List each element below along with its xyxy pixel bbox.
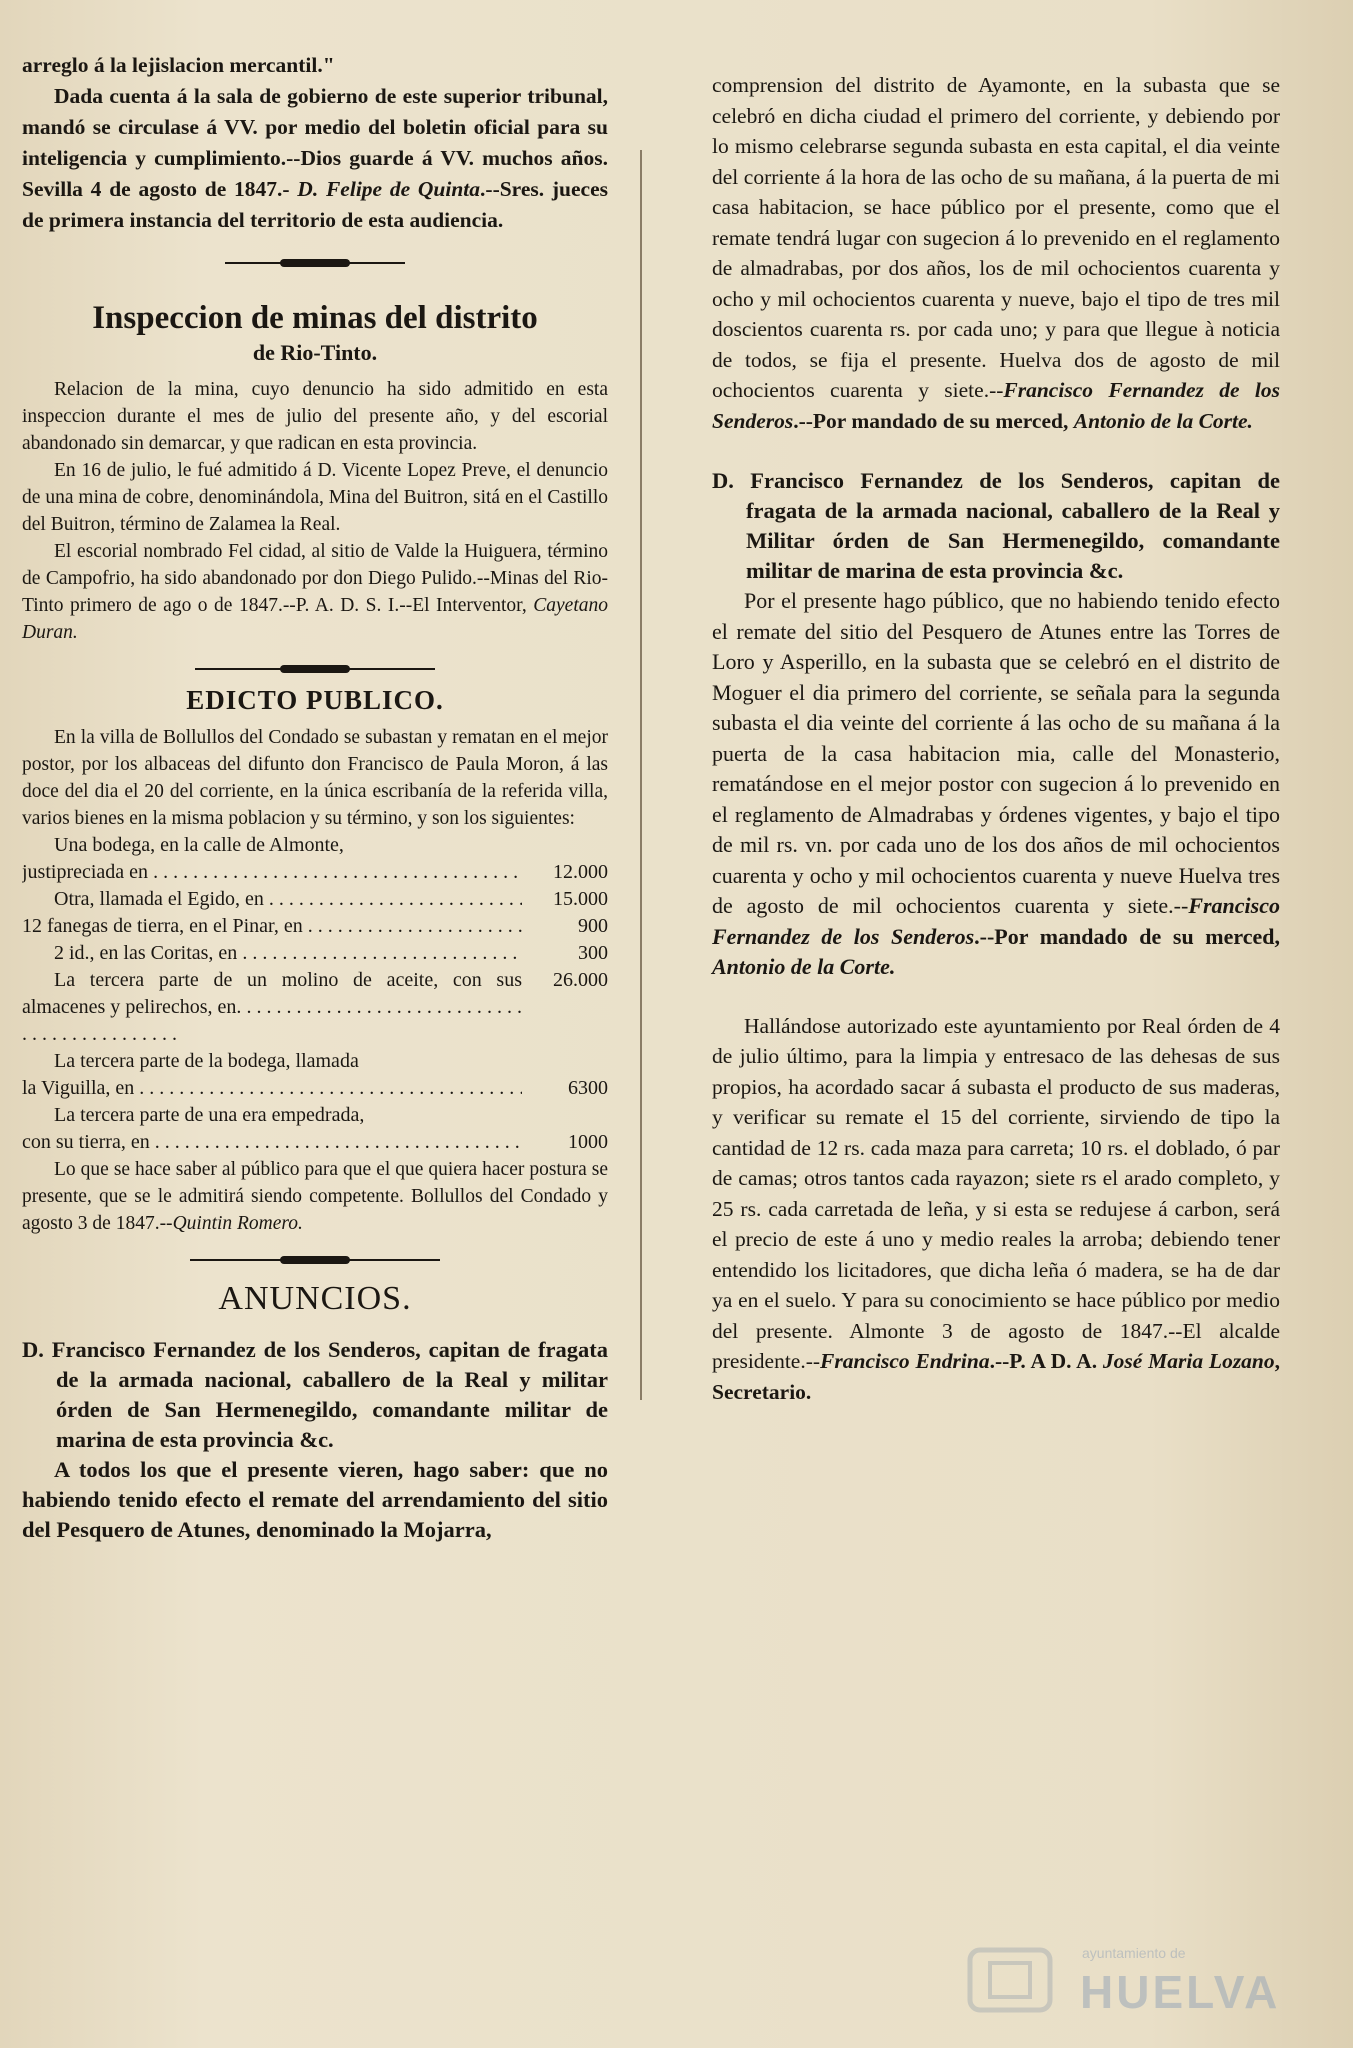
second-signer: Francisco Fernandez de los Senderos [712,893,1280,949]
list-value: 15.000 [553,888,608,910]
list-item: con su tierra, en . . . 1000 [22,1129,608,1156]
minas-title: Inspeccion de minas del distrito [92,300,538,336]
anuncio-header: D. Francisco Fernandez de los Senderos, capitan de fragata de la armada nacional, caballero de la Real y militar órden de San Hermenegildo, comandante militar de marina de esta provincia &c. [22,1337,608,1452]
edicto-section [22,724,608,1237]
intro-paragraph: Dada cuenta á la sala de gobierno de este superior tribunal, mandó se circulase á VV. por medio del boletin oficial para su inteligencia y cumplimiento.--Dios guarde á VV. muchos años. Sevilla 4 de agosto de 1847.- D. Felipe de Quinta.--Sres. jueces de primera instancia del territorio de esta audiencia. [22,84,608,232]
ornamental-rule [225,256,405,270]
continuation-clerk: Antonio de la Corte. [1073,408,1253,433]
list-value: 12.000 [553,861,608,883]
anuncio-body: Por el presente hago público, que no habiendo tenido efecto el remate del sitio del Pesquero de Atunes entre las Torres de Loro y Asperillo, en la subasta que se celebró en el distrito de Moguer el dia primero del corriente, se señala para la segunda subasta el dia veinte del corriente á las ocho de su mañana á la puerta de la casa habitacion mia, calle del Monasterio, rematándose en el mejor postor con sugecion á lo prevenido en el reglamento de Almadrabas y órdenes vigentes, y bajo el tipo de mil rs. vn. por cada uno de los dos años de mil ochocientos cuarenta y ocho y mil ochocientos cuarenta y nueve Huelva tres de agosto de mil ochocientos cuarenta y siete.--Francisco Fernandez de los Senderos.--Por mandado de su merced, Antonio de la Corte. [712,588,1281,979]
minas-signer: Cayetano Duran. [22,595,608,643]
intro-line: arreglo á la lejislacion mercantil." [22,53,335,77]
watermark-logo: HUELVA [1080,1966,1281,2018]
left-column [22,50,608,1545]
list-item: la Viguilla, en . . . 6300 [22,1075,608,1102]
list-value: 900 [578,915,608,937]
coat-of-arms-icon [960,1945,1060,2015]
list-value: 300 [578,942,608,964]
third-signer: Francisco Endrina [820,1349,990,1373]
list-head: Una bodega, en la calle de Almonte, [54,834,344,856]
anuncio-body: Hallándose autorizado este ayuntamiento por Real órden de 4 de julio último, para la limpia y entresaco de las dehesas de sus propios, ha acordado sacar á subasta el producto de sus maderas, y verificar su remate el 15 del corriente, sirviendo de tipo la cantidad de 12 rs. cada maza para carreta; 10 rs. el doblado, ó par de camas; otros tantos cada rayazon; siete rs el arado completo, y 25 rs. cada carretada de leña, y si esta se redujese á carbon, será el precio de este á uno y medio reales la arroba; debiendo tener entendido los licitadores, que dicha leña ó madera, se ha de dar ya en el suelo. Y para su conocimiento se hace público por medio del presente. Almonte 3 de agosto de 1847.--El alcalde presidente.--Francisco Endrina.--P. A D. A. José Maria Lozano, Secretario. [712,1013,1281,1404]
list-item: 12 fanegas de tierra, en el Pinar, en . . . 900 [22,913,608,940]
column-divider [640,150,642,1400]
list-item: justipreciada en . . . 12.000 [22,859,608,886]
anuncios-title: ANUNCIOS. [218,1280,412,1317]
edicto-closing: Lo que se hace saber al público para que el que quiera hacer postura se presente, que se le admitirá siendo competente. Bollullos del Condado y agosto 3 de 1847.--Quintin Romero. [22,1159,608,1234]
intro-signer: D. Felipe de Quinta [297,177,481,201]
list-item: La tercera parte de un molino de aceite, con sus almacenes y pelirechos, en. . . . 26.000 [22,967,608,1048]
list-item: 2 id., en las Coritas, en . . . 300 [22,940,608,967]
second-clerk: Antonio de la Corte. [712,954,896,979]
anuncio-header: D. Francisco Fernandez de los Senderos, capitan de fragata de la armada nacional, caballero de la Real y Militar órden de San Hermenegildo, comandante militar de marina de esta provincia &c. [712,468,1280,583]
minas-section [22,376,608,646]
list-head: La tercera parte de una era empedrada, [54,1104,365,1126]
ornamental-rule [195,662,435,676]
right-column [712,70,1280,1407]
continuation-signer: Francisco Fernandez de los Senderos [712,378,1280,433]
edicto-intro: En la villa de Bollullos del Condado se subastan y rematan en el mejor postor, por los albaceas del difunto don Francisco de Paula Moron, á las doce del dia el 20 del corriente, en la única escribanía de la referida villa, varios bienes en la misma poblacion y su término, y son los siguientes: [22,727,608,829]
list-value: 26.000 [553,969,608,991]
list-value: 1000 [568,1131,608,1153]
list-item: Otra, llamada el Egido, en . . . 15.000 [22,886,608,913]
minas-paragraph: El escorial nombrado Fel cidad, al sitio de Valde la Huiguera, término de Campofrio, ha sido abandonado por don Diego Pulido.--Minas del Rio-Tinto primero de ago o de 1847.--P. A. D. S. I.--El Interventor, Cayetano Duran. [22,541,608,643]
minas-paragraph: Relacion de la mina, cuyo denuncio ha sido admitido en esta inspeccion durante el mes de julio del presente año, y del escorial abandonado sin demarcar, y que radican en esta provincia. [22,379,608,454]
edicto-title: EDICTO PUBLICO. [186,685,444,715]
edicto-signer: Quintin Romero. [172,1213,303,1234]
continuation-paragraph: comprension del distrito de Ayamonte, en la subasta que se celebró en dicha ciudad el primero del corriente, y debiendo por lo mismo celebrarse segunda subasta en esta capital, el dia veinte del corriente á la hora de las ocho de su mañana, á la puerta de mi casa habitacion, se hace público por el presente, como que el remate tendrá lugar con sugecion á lo prevenido en el reglamento de almadrabas, por dos años, los de mil ochocientos cuarenta y ocho y mil ochocientos cuarenta y nueve, bajo el tipo de tres mil doscientos cuarenta rs. por cada uno; y para que llegue à noticia de todos, se fija el presente. Huelva dos de agosto de mil ochocientos cuarenta y siete.--Francisco Fernandez de los Senderos.--Por mandado de su merced, Antonio de la Corte. [712,73,1280,433]
ornamental-rule [190,1253,440,1267]
spacer [712,436,1280,466]
minas-paragraph: En 16 de julio, le fué admitido á D. Vicente Lopez Preve, el denuncio de una mina de cobre, denominándola, Mina del Buitron, sitá en el Castillo del Buitron, término de Zalamea la Real. [22,460,608,535]
list-value: 6300 [568,1077,608,1099]
minas-subtitle: de Rio-Tinto. [252,340,378,365]
anuncio-body: A todos los que el presente vieren, hago saber: que no habiendo tenido efecto el remate del arrendamiento del sitio del Pesquero de Atunes, denominado la Mojarra, [22,1457,608,1542]
watermark-subtext: ayuntamiento de [1082,1945,1186,1961]
spacer [712,983,1280,1011]
third-clerk: José Maria Lozano [1102,1349,1275,1373]
list-head: La tercera parte de la bodega, llamada [54,1050,359,1072]
